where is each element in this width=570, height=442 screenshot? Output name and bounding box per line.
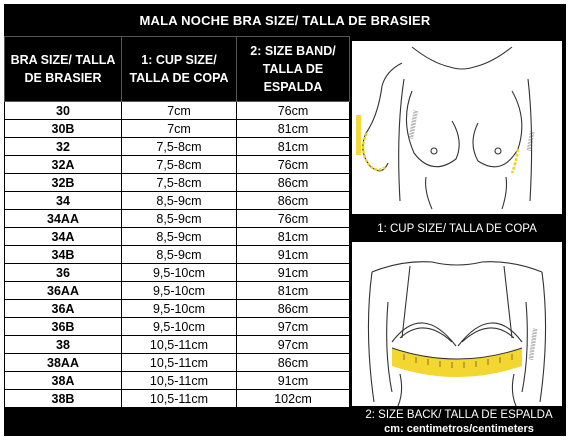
bra-size-cell: 34A: [5, 228, 122, 246]
table-row: [5, 120, 350, 138]
band-size-cell: 97cm: [237, 318, 350, 336]
band-size-cell: 81cm: [237, 228, 350, 246]
cup-size-cell: 8,5-9cm: [122, 210, 237, 228]
bra-size-cell: 36B: [5, 318, 122, 336]
cup-measure-drawing: [352, 41, 562, 214]
cup-size-cell: 8,5-9cm: [122, 192, 237, 210]
table-header-row: [5, 37, 350, 102]
band-size-illustration: [352, 242, 562, 406]
table-row: [5, 336, 350, 354]
table-row: [5, 102, 350, 120]
band-size-cell: 76cm: [237, 210, 350, 228]
cup-size-illustration: [352, 41, 562, 214]
table-row: [5, 300, 350, 318]
bra-size-cell: 36: [5, 264, 122, 282]
band-size-cell: 76cm: [237, 102, 350, 120]
band-size-cell: 86cm: [237, 174, 350, 192]
cup-size-cell: 9,5-10cm: [122, 300, 237, 318]
cup-size-cell: 8,5-9cm: [122, 246, 237, 264]
cup-size-cell: 10,5-11cm: [122, 372, 237, 390]
bra-size-cell: 34: [5, 192, 122, 210]
band-size-cell: 91cm: [237, 372, 350, 390]
size-chart-frame: [4, 4, 566, 436]
chart-title: MALA NOCHE BRA SIZE/ TALLA DE BRASIER: [139, 12, 431, 28]
table-row: [5, 318, 350, 336]
bra-size-cell: 30B: [5, 120, 122, 138]
band-measure-drawing: [352, 242, 562, 406]
size-table: [4, 36, 350, 408]
table-row: [5, 138, 350, 156]
cup-size-cell: 10,5-11cm: [122, 354, 237, 372]
cup-size-cell: 10,5-11cm: [122, 390, 237, 408]
band-size-cell: 81cm: [237, 120, 350, 138]
cup-size-cell: 7cm: [122, 120, 237, 138]
table-row: [5, 156, 350, 174]
bra-size-cell: 38: [5, 336, 122, 354]
cup-size-cell: 7,5-8cm: [122, 138, 237, 156]
table-row: [5, 246, 350, 264]
svg-text:|||||||||||||: |||||||||||||: [527, 131, 536, 152]
bra-size-cell: 32B: [5, 174, 122, 192]
cup-size-caption: 1: CUP SIZE/ TALLA DE COPA: [377, 223, 537, 235]
table-row: [5, 390, 350, 408]
bra-size-cell: 34B: [5, 246, 122, 264]
cup-size-cell: 7,5-8cm: [122, 174, 237, 192]
table-row: [5, 210, 350, 228]
bra-size-cell: 30: [5, 102, 122, 120]
band-size-cell: 86cm: [237, 192, 350, 210]
cup-measure-tape-side: [363, 133, 385, 170]
cup-size-cell: 10,5-11cm: [122, 336, 237, 354]
table-row: [5, 192, 350, 210]
svg-text:|||||||||||||||||||: |||||||||||||||||||: [409, 110, 419, 140]
table-row: [5, 264, 350, 282]
band-size-cell: 102cm: [237, 390, 350, 408]
band-size-cell: 81cm: [237, 138, 350, 156]
header-cup-size: 1: CUP SIZE/ TALLA DE COPA: [122, 37, 237, 102]
bra-size-cell: 36AA: [5, 282, 122, 300]
band-size-cell: 76cm: [237, 156, 350, 174]
bra-size-cell: 38AA: [5, 354, 122, 372]
band-size-caption: 2: SIZE BACK/ TALLA DE ESPALDA: [365, 409, 553, 421]
table-row: [5, 354, 350, 372]
cup-size-cell: 7,5-8cm: [122, 156, 237, 174]
cup-size-cell: 8,5-9cm: [122, 228, 237, 246]
band-size-cell: 81cm: [237, 282, 350, 300]
band-size-cell: 86cm: [237, 300, 350, 318]
bra-size-cell: 34AA: [5, 210, 122, 228]
header-bra-size: BRA SIZE/ TALLA DE BRASIER: [5, 37, 122, 102]
cup-size-cell: 9,5-10cm: [122, 318, 237, 336]
units-note: cm: centimetros/centimeters: [384, 423, 534, 435]
band-measure-tape: [392, 348, 522, 377]
band-size-cell: 91cm: [237, 264, 350, 282]
cup-size-cell: 9,5-10cm: [122, 264, 237, 282]
bra-size-cell: 36A: [5, 300, 122, 318]
table-row: [5, 228, 350, 246]
cup-size-cell: 9,5-10cm: [122, 282, 237, 300]
header-band-size: 2: SIZE BAND/ TALLA DE ESPALDA: [237, 37, 350, 102]
bra-size-cell: 32A: [5, 156, 122, 174]
table-row: [5, 372, 350, 390]
bra-size-cell: 38A: [5, 372, 122, 390]
svg-text:|||||||||||||||||||||: |||||||||||||||||||||: [529, 328, 539, 361]
bra-size-cell: 32: [5, 138, 122, 156]
band-size-cell: 97cm: [237, 336, 350, 354]
table-row: [5, 282, 350, 300]
band-size-cell: 91cm: [237, 246, 350, 264]
table-row: [5, 174, 350, 192]
band-size-cell: 86cm: [237, 354, 350, 372]
bra-size-cell: 38B: [5, 390, 122, 408]
cup-measure-tape-front: [512, 149, 518, 173]
cup-size-cell: 7cm: [122, 102, 237, 120]
